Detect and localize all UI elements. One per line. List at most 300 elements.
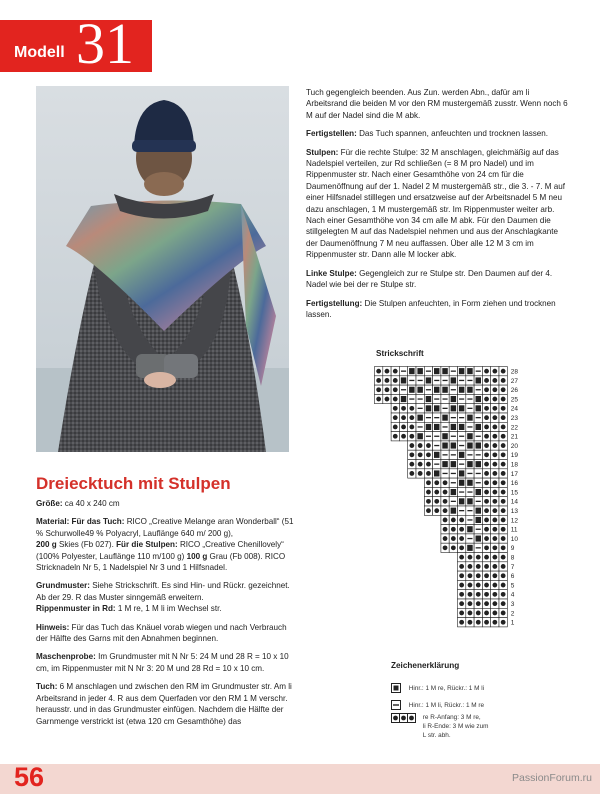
chart-cell	[491, 422, 499, 431]
chart-cell	[449, 506, 457, 515]
knitting-chart	[374, 366, 524, 646]
chart-row-number: 25	[510, 396, 519, 404]
chart-cell	[491, 506, 499, 515]
chart-cell	[491, 608, 499, 617]
chart-cell	[499, 413, 507, 422]
chart-cell	[466, 599, 474, 608]
chart-cell	[458, 441, 466, 450]
chart-cell	[424, 460, 432, 469]
chart-cell	[474, 432, 482, 441]
chart-cell	[441, 460, 449, 469]
chart-cell	[466, 422, 474, 431]
chart-cell	[491, 571, 499, 580]
chart-cell	[482, 422, 490, 431]
chart-cell	[499, 376, 507, 385]
chart-cell	[449, 515, 457, 524]
chart-cell	[458, 460, 466, 469]
chart-cell	[399, 432, 407, 441]
chart-cell	[491, 385, 499, 394]
legend-item-knit: Hinr.: 1 M re, Rückr.: 1 M li	[391, 683, 484, 693]
chart-cell	[416, 394, 424, 403]
chart-cell	[499, 441, 507, 450]
chart-row-number: 10	[510, 535, 519, 543]
chart-cell	[408, 376, 416, 385]
chart-cell	[474, 553, 482, 562]
chart-cell	[466, 385, 474, 394]
chart-cell	[441, 543, 449, 552]
chart-cell	[458, 487, 466, 496]
chart-cell	[441, 422, 449, 431]
chart-cell	[474, 460, 482, 469]
chart-cell	[466, 580, 474, 589]
photo-illustration	[36, 86, 289, 452]
chart-cell	[499, 599, 507, 608]
legend-knit-symbol	[391, 683, 401, 693]
chart-cell	[466, 394, 474, 403]
chart-cell	[466, 413, 474, 422]
chart-cell	[466, 515, 474, 524]
legend-item-edge: re R-Anfang: 3 M re, li R-Ende: 3 M wie zum L str. abh.	[391, 713, 488, 740]
chart-cell	[491, 478, 499, 487]
shawl-paragraph: Tuch: 6 M anschlagen und zwischen den RM im Grundmuster str. Am li Arbeitsrand in jeder 4. R aus dem Querfaden vor den RM 1 M verschr. herausstr. und in das Grundmuster einfügen. Nachdem die Hälfte der Garnmenge verstrickt ist (etwa 120 cm Gesamthöhe) das	[36, 682, 292, 726]
cuffs-paragraph: Stulpen: Für die rechte Stulpe: 32 M anschlagen, gleichmäßig auf das Nadelspiel verteilen, zur Rd schließen (= 8 M pro Nadel) und im Rippenmuster str. Nach einer Gesamthöhe von 24 cm für die Daumenöffnung auf der 1. Nadel 2 M mustergemäß str., die 3. - 7. M auf einer Hilfsnadel stilllegen und ersatzweise auf der Arbeitsnadel 5 M neu dazu anschlagen, 1 M mustergemäß str. Im Rippenmuster weiter arb. Nach einer Gesamthöhe von 34 cm alle M abk. Für den Daumen die stillgelegten M auf das Nadelspiel nehmen und aus der Anschlagkante der Daumenöffnung 7 M neu auffassen. Über alle 12 M 3 cm im Rippenmuster str. Dann alle M locker abk.	[306, 147, 565, 260]
chart-cell	[399, 376, 407, 385]
chart-cell	[383, 385, 391, 394]
chart-row-number: 23	[510, 415, 519, 422]
chart-cell	[474, 590, 482, 599]
chart-cell	[383, 394, 391, 403]
chart-cell	[474, 385, 482, 394]
chart-cell	[416, 385, 424, 394]
chart-cell	[433, 422, 441, 431]
chart-cell	[441, 487, 449, 496]
chart-cell	[474, 404, 482, 413]
chart-cell	[399, 367, 407, 376]
chart-cell	[491, 394, 499, 403]
chart-cell	[424, 422, 432, 431]
chart-cell	[441, 478, 449, 487]
chart-cell	[449, 497, 457, 506]
chart-row-number: 17	[510, 470, 519, 478]
chart-cell	[449, 450, 457, 459]
chart-cell	[458, 534, 466, 543]
chart-cell	[474, 608, 482, 617]
chart-cell	[474, 394, 482, 403]
chart-cell	[441, 515, 449, 524]
continuation-paragraph: Tuch gegengleich beenden. Aus Zun. werden Abn., dafür am li Arbeitsrand die beiden M vor den RM mustergemäß zusstr. Wenn noch 6 M auf der Nadel sind die M abk.	[306, 88, 568, 120]
chart-cell	[499, 580, 507, 589]
chart-cell	[441, 525, 449, 534]
chart-cell	[491, 404, 499, 413]
model-tab	[0, 11, 152, 76]
chart-cell	[474, 497, 482, 506]
chart-row-number: 3	[510, 601, 515, 608]
chart-cell	[474, 534, 482, 543]
chart-cell	[474, 478, 482, 487]
chart-cell	[482, 367, 490, 376]
chart-cell	[391, 404, 399, 413]
chart-cell	[391, 422, 399, 431]
chart-cell	[499, 404, 507, 413]
chart-cell	[491, 543, 499, 552]
chart-cell	[499, 506, 507, 515]
chart-cell	[482, 553, 490, 562]
chart-cell	[474, 441, 482, 450]
chart-cell	[499, 571, 507, 580]
chart-cell	[466, 618, 474, 627]
chart-cell	[458, 590, 466, 599]
finishing-paragraph: Fertigstellung: Die Stulpen anfeuchten, in Form ziehen und trocknen lassen.	[306, 298, 556, 319]
chart-cell	[458, 543, 466, 552]
chart-cell	[441, 376, 449, 385]
chart-cell	[458, 525, 466, 534]
chart-cell	[466, 553, 474, 562]
chart-cell	[408, 460, 416, 469]
chart-cell	[458, 469, 466, 478]
chart-cell	[499, 534, 507, 543]
chart-cell	[458, 478, 466, 487]
chart-cell	[482, 608, 490, 617]
chart-cell	[433, 432, 441, 441]
material-paragraph: Material: Für das Tuch: RICO „Creative Melange aran Wonderball“ (51 % Schurwolle49 % Polyacryl, Lauflänge 640 m/ 200 g), 200 g Skies (Fb 027). Für die Stulpen: RICO „Creative Chenillovely“ (100% Polyester, Lauflänge 110 m/100 g) 100 g Grau (Fb 008). RICO Stricknadeln Nr 5, 1 Nadelspiel Nr 3 und 1 Hilfsnadel.	[36, 517, 294, 573]
chart-cell	[466, 376, 474, 385]
chart-cell	[458, 506, 466, 515]
chart-cell	[449, 404, 457, 413]
chart-cell	[458, 367, 466, 376]
chart-cell	[458, 497, 466, 506]
chart-cell	[499, 608, 507, 617]
chart-cell	[499, 422, 507, 431]
chart-cell	[466, 608, 474, 617]
chart-cell	[416, 413, 424, 422]
chart-cell	[482, 590, 490, 599]
model-number: 31	[76, 11, 134, 76]
chart-cell	[458, 385, 466, 394]
chart-row-number: 21	[510, 433, 519, 441]
chart-cell	[482, 394, 490, 403]
chart-cell	[433, 413, 441, 422]
chart-row-number: 26	[510, 387, 519, 395]
chart-cell	[424, 367, 432, 376]
chart-cell	[433, 441, 441, 450]
chart-cell	[375, 385, 383, 394]
chart-cell	[433, 450, 441, 459]
instructions-left-column	[36, 498, 296, 734]
chart-cell	[424, 385, 432, 394]
chart-cell	[482, 562, 490, 571]
chart-cell	[375, 394, 383, 403]
chart-cell	[474, 422, 482, 431]
chart-cell	[474, 571, 482, 580]
chart-cell	[474, 618, 482, 627]
chart-cell	[424, 450, 432, 459]
chart-cell	[499, 450, 507, 459]
chart-cell	[458, 562, 466, 571]
chart-cell	[433, 487, 441, 496]
chart-cell	[416, 450, 424, 459]
chart-row-number: 28	[510, 368, 519, 376]
chart-cell	[416, 376, 424, 385]
chart-cell	[416, 469, 424, 478]
chart-cell	[466, 367, 474, 376]
chart-cell	[482, 543, 490, 552]
chart-cell	[441, 441, 449, 450]
chart-row-number: 2	[510, 610, 515, 618]
article-title: Dreiecktuch mit Stulpen	[36, 474, 231, 493]
chart-cell	[466, 543, 474, 552]
chart-cell	[458, 432, 466, 441]
chart-cell	[408, 450, 416, 459]
legend-item-purl: Hinr.: 1 M li, Rückr.: 1 M re	[391, 700, 484, 710]
chart-cell	[375, 376, 383, 385]
chart-cell	[433, 404, 441, 413]
chart-cell	[416, 460, 424, 469]
chart-cell	[416, 432, 424, 441]
chart-cell	[466, 497, 474, 506]
chart-cell	[466, 525, 474, 534]
chart-cell	[491, 497, 499, 506]
chart-cell	[424, 404, 432, 413]
chart-cell	[408, 413, 416, 422]
chart-cell	[474, 367, 482, 376]
chart-cell	[433, 376, 441, 385]
chart-cell	[482, 450, 490, 459]
chart-cell	[449, 460, 457, 469]
chart-cell	[466, 534, 474, 543]
chart-cell	[424, 394, 432, 403]
chart-cell	[424, 469, 432, 478]
chart-cell	[499, 469, 507, 478]
chart-cell	[383, 376, 391, 385]
chart-cell	[391, 413, 399, 422]
chart-cell	[491, 487, 499, 496]
chart-cell	[449, 469, 457, 478]
chart-cell	[491, 367, 499, 376]
chart-cell	[466, 469, 474, 478]
chart-cell	[499, 515, 507, 524]
chart-cell	[391, 376, 399, 385]
chart-cell	[482, 515, 490, 524]
chart-cell	[433, 497, 441, 506]
chart-cell	[491, 562, 499, 571]
chart-cell	[458, 394, 466, 403]
chart-cell	[491, 553, 499, 562]
chart-cell	[491, 450, 499, 459]
chart-cell	[449, 432, 457, 441]
chart-cell	[449, 394, 457, 403]
chart-cell	[399, 413, 407, 422]
chart-row-number: 14	[510, 498, 519, 506]
chart-cell	[474, 450, 482, 459]
chart-cell	[424, 432, 432, 441]
chart-cell	[499, 460, 507, 469]
chart-cell	[499, 385, 507, 394]
chart-cell	[482, 599, 490, 608]
chart-row-number: 13	[510, 508, 519, 515]
chart-cell	[482, 580, 490, 589]
chart-cell	[433, 367, 441, 376]
chart-row-number: 8	[510, 554, 515, 562]
chart-cell	[474, 487, 482, 496]
chart-cell	[449, 487, 457, 496]
chart-cell	[399, 385, 407, 394]
page-number: 56	[14, 762, 45, 792]
chart-cell	[491, 515, 499, 524]
chart-row-number: 20	[510, 442, 519, 450]
chart-cell	[466, 487, 474, 496]
chart-cell	[474, 376, 482, 385]
chart-cell	[441, 497, 449, 506]
chart-cell	[474, 413, 482, 422]
finish-paragraph: Fertigstellen: Das Tuch spannen, anfeuchten und trocknen lassen.	[306, 129, 549, 139]
hint-paragraph: Hinweis: Für das Tuch das Knäuel vorab wiegen und nach Verbrauch der Hälfte des Garns mit den Abnahmen beginnen.	[36, 622, 287, 644]
chart-row-number: 9	[510, 545, 515, 553]
chart-cell	[449, 422, 457, 431]
chart-cell	[424, 506, 432, 515]
chart-title: Strickschrift	[376, 349, 424, 358]
chart-cell	[441, 367, 449, 376]
chart-cell	[474, 562, 482, 571]
left-cuff-paragraph: Linke Stulpe: Gegengleich zur re Stulpe str. Den Daumen auf der 4. Nadel wie bei der re Stulpe str.	[306, 268, 553, 290]
chart-cell	[466, 404, 474, 413]
chart-cell	[458, 413, 466, 422]
chart-cell	[433, 460, 441, 469]
chart-cell	[491, 432, 499, 441]
chart-cell	[466, 562, 474, 571]
chart-cell	[441, 385, 449, 394]
chart-cell	[499, 618, 507, 627]
page-number-box	[0, 764, 64, 794]
chart-cell	[482, 571, 490, 580]
chart-cell	[383, 367, 391, 376]
chart-cell	[491, 525, 499, 534]
chart-cell	[491, 441, 499, 450]
chart-cell	[391, 367, 399, 376]
chart-row-number: 7	[510, 563, 515, 571]
chart-cell	[391, 385, 399, 394]
chart-cell	[399, 394, 407, 403]
chart-cell	[458, 404, 466, 413]
chart-cell	[458, 608, 466, 617]
chart-cell	[441, 506, 449, 515]
chart-cell	[499, 497, 507, 506]
chart-cell	[449, 478, 457, 487]
chart-cell	[458, 618, 466, 627]
chart-cell	[424, 497, 432, 506]
chart-cell	[441, 394, 449, 403]
chart-cell	[458, 515, 466, 524]
chart-cell	[474, 515, 482, 524]
chart-cell	[482, 404, 490, 413]
chart-cell	[408, 441, 416, 450]
chart-cell	[482, 376, 490, 385]
chart-cell	[449, 385, 457, 394]
chart-cell	[458, 571, 466, 580]
chart-row-number: 12	[510, 517, 519, 525]
chart-cell	[474, 469, 482, 478]
chart-cell	[482, 460, 490, 469]
chart-row-number: 16	[510, 480, 519, 488]
chart-cell	[466, 478, 474, 487]
chart-cell	[399, 404, 407, 413]
chart-cell	[499, 367, 507, 376]
chart-cell	[441, 469, 449, 478]
chart-cell	[449, 367, 457, 376]
chart-cell	[482, 432, 490, 441]
legend-edge-symbol	[391, 713, 417, 723]
chart-cell	[474, 599, 482, 608]
chart-cell	[408, 422, 416, 431]
chart-cell	[416, 367, 424, 376]
chart-row-number: 27	[510, 377, 519, 385]
chart-row-number: 18	[510, 461, 519, 469]
chart-cell	[491, 469, 499, 478]
chart-cell	[499, 543, 507, 552]
chart-cell	[458, 422, 466, 431]
chart-cell	[499, 590, 507, 599]
chart-cell	[408, 394, 416, 403]
chart-cell	[458, 553, 466, 562]
chart-cell	[433, 385, 441, 394]
chart-cell	[416, 422, 424, 431]
watermark: PassionForum.ru	[512, 772, 592, 784]
chart-row-number: 4	[510, 591, 515, 599]
chart-cell	[408, 469, 416, 478]
chart-row-number: 1	[510, 619, 515, 627]
chart-cell	[474, 506, 482, 515]
chart-cell	[482, 497, 490, 506]
chart-cell	[433, 469, 441, 478]
chart-cell	[499, 432, 507, 441]
chart-cell	[491, 599, 499, 608]
legend-title: Zeichenerklärung	[391, 661, 460, 670]
chart-cell	[466, 450, 474, 459]
chart-cell	[416, 404, 424, 413]
chart-cell	[458, 599, 466, 608]
chart-cell	[408, 432, 416, 441]
chart-cell	[441, 432, 449, 441]
chart-cell	[391, 394, 399, 403]
chart-cell	[482, 385, 490, 394]
chart-cell	[474, 525, 482, 534]
chart-cell	[482, 441, 490, 450]
chart-row-number: 19	[510, 452, 519, 460]
chart-row-number: 15	[510, 489, 519, 497]
chart-cell	[466, 590, 474, 599]
chart-cell	[441, 534, 449, 543]
chart-cell	[491, 460, 499, 469]
chart-cell	[499, 562, 507, 571]
legend-purl-symbol	[391, 700, 401, 710]
chart-cell	[391, 432, 399, 441]
chart-cell	[408, 404, 416, 413]
pattern-paragraph: Grundmuster: Siehe Strickschrift. Es sind Hin- und Rückr. gezeichnet. Ab der 29. R das Muster sinngemäß erweitern. Rippenmuster in Rd: 1 M re, 1 M li im Wechsel str.	[36, 581, 290, 614]
chart-cell	[424, 478, 432, 487]
chart-cell	[466, 460, 474, 469]
chart-row-number: 6	[510, 573, 515, 581]
chart-cell	[441, 413, 449, 422]
instructions-right-column	[306, 87, 568, 327]
chart-cell	[408, 385, 416, 394]
chart-cell	[441, 404, 449, 413]
chart-cell	[491, 590, 499, 599]
chart-cell	[491, 534, 499, 543]
chart-row-number: 5	[510, 582, 515, 590]
chart-cell	[491, 618, 499, 627]
chart-cell	[424, 487, 432, 496]
gauge-paragraph: Maschenprobe: Im Grundmuster mit N Nr 5: 24 M und 28 R = 10 x 10 cm, im Rippenmuster mit N Nr 3: 20 M und 28 Rd = 10 x 10 cm.	[36, 652, 289, 673]
chart-row-number: 22	[510, 424, 519, 432]
